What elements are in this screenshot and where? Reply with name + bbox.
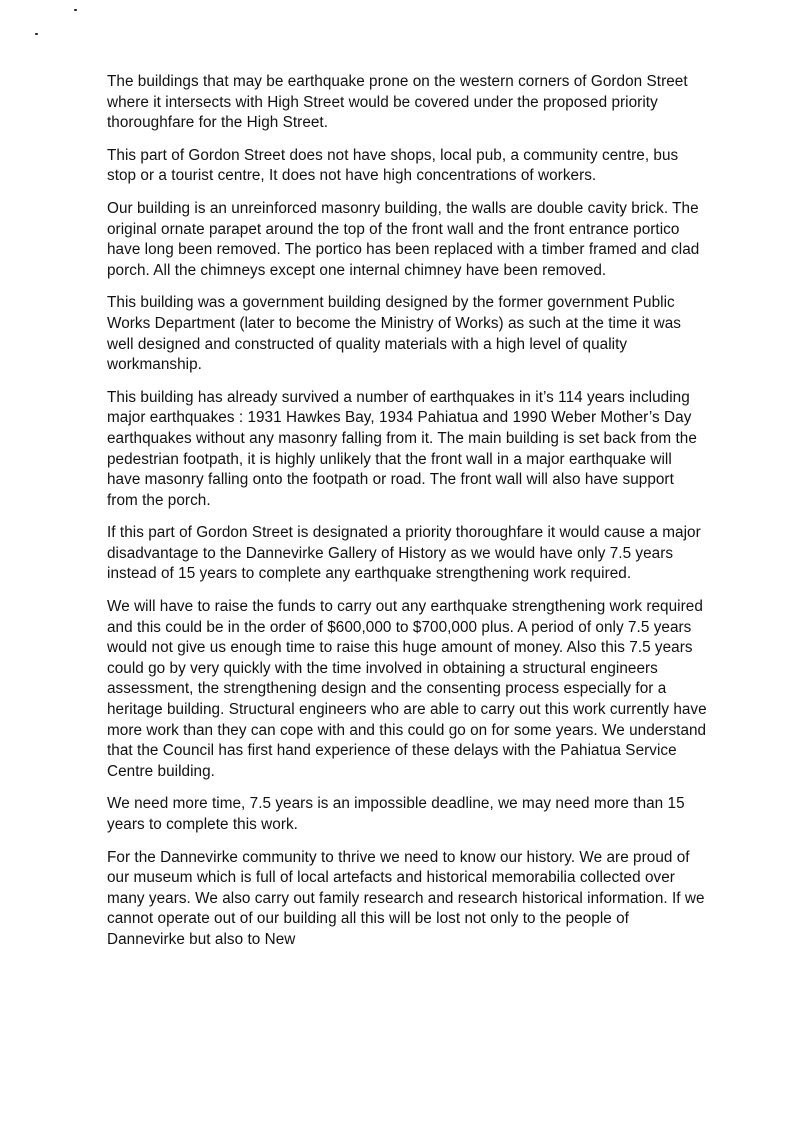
paragraph-community-history: For the Dannevirke community to thrive we need to know our history. We are proud of our museum which is full of local artefacts and historical memorabilia collected over many years. We also carry out family research and research historical information. If we cannot operate out of our building all this will be lost not only to the people of Dannevirke but also to New bbox=[107, 848, 705, 948]
document-body bbox=[107, 72, 707, 963]
paragraph-gordon-street: This part of Gordon Street does not have shops, local pub, a community centre, bus stop or a tourist centre, It does not have high concentrations of workers. bbox=[107, 146, 679, 185]
paragraph-building-construction: Our building is an unreinforced masonry building, the walls are double cavity brick. The original ornate parapet around the top of the front wall and the front entrance portico have long been removed. The portico has been replaced with a timber framed and clad porch. All the chimneys except one internal chimney have been removed. bbox=[107, 199, 700, 279]
paragraph-priority-thoroughfare: The buildings that may be earthquake prone on the western corners of Gordon Street where it intersects with High Street would be covered under the proposed priority thoroughfare for the High Street. bbox=[107, 73, 688, 132]
scan-speck bbox=[74, 9, 77, 11]
paragraph-earthquake-history: This building has already survived a number of earthquakes in it’s 114 years including major earthquakes : 1931 Hawkes Bay, 1934 Pahiatua and 1990 Weber Mother’s Day earthquakes without any masonry falling from it. The main building is set back from the pedestrian footpath, it is highly unlikely that the front wall in a major earthquake will have masonry falling onto the footpath or road. The front wall will also have support from the porch. bbox=[107, 388, 697, 509]
paragraph-disadvantage: If this part of Gordon Street is designated a priority thoroughfare it would cause a major disadvantage to the Dannevirke Gallery of History as we would have only 7.5 years instead of 15 years to complete any earthquake strengthening work required. bbox=[107, 524, 701, 583]
paragraph-government-building: This building was a government building designed by the former government Public Works Department (later to become the Ministry of Works) as such at the time it was well designed and constructed of quality materials with a high level of quality workmanship. bbox=[107, 294, 682, 374]
paragraph-funding: We will have to raise the funds to carry out any earthquake strengthening work required and this could be in the order of $600,000 to $700,000 plus. A period of only 7.5 years would not give us enough time to raise this huge amount of money. Also this 7.5 years could go by very quickly with the time involved in obtaining a structural engineers assessment, the strengthening design and the consenting process especially for a heritage building. Structural engineers who are able to carry out this work currently have more work than they can cope with and this could go on for some years. We understand that the Council has first hand experience of these delays with the Pahiatua Service Centre building. bbox=[107, 598, 707, 780]
paragraph-more-time: We need more time, 7.5 years is an impossible deadline, we may need more than 15 years to complete this work. bbox=[107, 795, 685, 833]
scan-speck bbox=[35, 33, 38, 35]
